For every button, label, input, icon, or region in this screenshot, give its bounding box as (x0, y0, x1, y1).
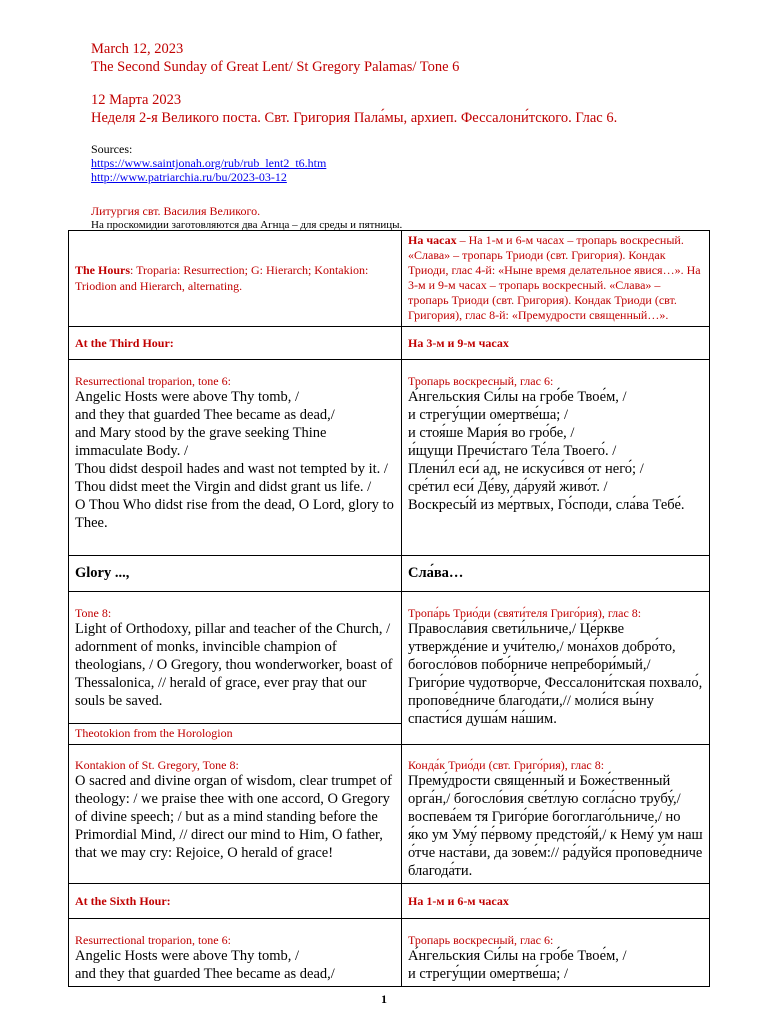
kontakion-en-label: Kontakion of St. Gregory, Tone 8: (75, 758, 239, 772)
glory-ru: Сла́ва… (408, 565, 464, 581)
hours-table (68, 230, 710, 987)
sixth-hour-en: At the Sixth Hour: (75, 893, 171, 908)
tone8-en-label: Tone 8: (75, 606, 112, 620)
third-hour-en: At the Third Hour: (75, 335, 174, 350)
troparion1-en-line: and Mary stood by the grave seeking Thine immaculate Body. / (75, 425, 327, 459)
troparion2-en-line: and they that guarded Thee became as dead,/ (75, 966, 335, 982)
troparion1-ru-line: сре́тил еси́ Де́ву, да́руяй живо́т. / (408, 479, 608, 495)
hours-ru-label: На часах (408, 233, 457, 247)
third-hour-ru-cell (402, 327, 710, 360)
date-en: March 12, 2023 (91, 41, 184, 57)
troparion2-ru-cell (402, 919, 710, 987)
hours-en-text: : Troparia: Resurrection; G: Hierarch; Kontakion: Triodion and Hierarch, alternating. (75, 263, 369, 293)
kontakion-ru-cell (402, 745, 710, 884)
troparion2-en-label: Resurrectional troparion, tone 6: (75, 933, 231, 947)
title-ru: Неделя 2-я Великого поста. Свт. Григория Пала́мы, архиеп. Фессалони́тского. Глас 6. (91, 110, 618, 126)
troparion1-en-line: O Thou Who didst rise from the dead, O Lord, glory to Thee. (75, 497, 394, 531)
table-row (69, 592, 710, 724)
troparion1-en-label: Resurrectional troparion, tone 6: (75, 374, 231, 388)
troparion2-ru-line: и стрегу́щии омертве́ша; / (408, 966, 568, 982)
sources-label: Sources: (91, 142, 133, 156)
glory-ru-cell (402, 556, 710, 592)
troparion1-en-line: Thou didst despoil hades and wast not tempted by it. / (75, 461, 388, 477)
troparion1-ru-line: А́нгельския Си́лы на гро́бе Твое́м, / (408, 389, 627, 405)
troparion1-ru-line: и стрегу́щии омертве́ша; / (408, 407, 568, 423)
theotokion-en: Theotokion from the Horologion (75, 726, 233, 740)
title-en: The Second Sunday of Great Lent/ St Gregory Palamas/ Tone 6 (91, 59, 460, 75)
date-ru: 12 Марта 2023 (91, 92, 182, 108)
table-row (69, 884, 710, 919)
table-row (69, 360, 710, 556)
sixth-hour-ru: На 1-м и 6-м часах (408, 893, 509, 908)
tone8-ru-label: Тропа́рь Трио́ди (святи́теля Григо́рия), глас 8: (408, 606, 642, 620)
tone8-ru-text: Правосла́вия свети́льниче,/ Це́ркве утвержде́ние и учи́телю,/ мона́хов добро́то, богосло́вов побо́рниче непребори́мый,/ Григо́рие чудотво́рче, Фессалони́тская похвало́, пропове́дниче благода́ти,// моли́ся вы́ну спасти́ся душа́м на́шим. (408, 621, 703, 727)
hours-ru-text: – На 1-м и 6-м часах – тропарь воскресный. «Слава» – тропарь Триоди (свт. Григория). Кондак Триоди, глас 4-й: «Ныне время делательное явися…». На 3-м и 9-м часах – тропарь воскресный. «Слава» – тропарь Триоди (свт. Григория). Кондак Триоди (свт. Григория), глас 8-й: «Премудрости священный…». (408, 233, 701, 322)
third-hour-en-cell (69, 327, 402, 360)
source-link-1[interactable]: https://www.saintjonah.org/rub/rub_lent2_t6.htm (91, 156, 327, 170)
sixth-hour-ru-cell (402, 884, 710, 919)
glory-en-cell (69, 556, 402, 592)
glory-en: Glory ..., (75, 565, 130, 581)
troparion2-ru-line: А́нгельския Си́лы на гро́бе Твое́м, / (408, 948, 627, 964)
table-row (69, 745, 710, 884)
troparion1-en-cell (69, 360, 402, 556)
table-row (69, 327, 710, 360)
troparion1-en-line: and they that guarded Thee became as dead,/ (75, 407, 335, 423)
tone8-ru-cell (402, 592, 710, 745)
source-link-2[interactable]: http://www.patriarchia.ru/bu/2023-03-12 (91, 170, 287, 184)
troparion1-ru-line: и́щущи Пречи́стаго Те́ла Твоего́. / (408, 443, 617, 459)
troparion2-en-cell (69, 919, 402, 987)
troparion2-en-line: Angelic Hosts were above Thy tomb, / (75, 948, 300, 964)
proskomedia-note: На проскомидии заготовляются два Агнца – для среды и пятницы. (91, 219, 403, 231)
troparion1-en-line: Thou didst meet the Virgin and didst grant us life. / (75, 479, 372, 495)
liturgy-note: Литургия свт. Василия Великого. (91, 204, 261, 218)
hours-ru-cell (402, 231, 710, 327)
troparion1-ru-cell (402, 360, 710, 556)
kontakion-en-text: O sacred and divine organ of wisdom, clear trumpet of theology: / we praise thee with one accord, O Gregory of divine speech; / but as a mind standing before the Primordial Mind, // direct our mind to Him, O father, that we may cry: Rejoice, O herald of grace! (75, 773, 393, 861)
troparion1-ru-label: Тропарь воскресный, глас 6: (408, 374, 554, 388)
troparion1-ru-line: и стоя́ше Мари́я во гро́бе, / (408, 425, 575, 441)
kontakion-ru-label: Конда́к Трио́ди (свт. Григо́рия), глас 8: (408, 758, 605, 772)
troparion1-en-line: Angelic Hosts were above Thy tomb, / (75, 389, 300, 405)
theotokion-cell (69, 724, 402, 745)
tone8-en-cell (69, 592, 402, 724)
tone8-en-text: Light of Orthodoxy, pillar and teacher of the Church, / adornment of monks, invincible champion of theologians, / O Gregory, thou wonderworker, boast of Thessalonica, // herald of grace, ever pray that our souls be saved. (75, 621, 393, 709)
troparion2-ru-label: Тропарь воскресный, глас 6: (408, 933, 554, 947)
hours-en-label: The Hours (75, 263, 131, 277)
sixth-hour-en-cell (69, 884, 402, 919)
kontakion-en-cell (69, 745, 402, 884)
kontakion-ru-text: Прему́дрости свяще́нный и Боже́ственный орга́н,/ богосло́вия све́тлую согла́сно трубу́,/ воспева́ем тя Григо́рие богоглаго́льниче,/ но я́ко ум Уму́ пе́рвому предстоя́й,/ к Нему́ ум наш о́тче наста́ви, да зове́м:// ра́дуйся пропове́дниче благода́ти. (408, 773, 703, 879)
troparion1-ru-line: Воскресы́й из ме́ртвых, Го́споди, сла́ва Тебе́. (408, 497, 685, 513)
page-number: 1 (381, 992, 387, 1006)
troparion1-ru-line: Плени́л еси́ ад, не искуси́вся от него́; / (408, 461, 644, 477)
table-row (69, 231, 710, 327)
third-hour-ru: На 3-м и 9-м часах (408, 335, 509, 350)
table-row (69, 556, 710, 592)
hours-en-cell (69, 231, 402, 327)
table-row (69, 919, 710, 987)
